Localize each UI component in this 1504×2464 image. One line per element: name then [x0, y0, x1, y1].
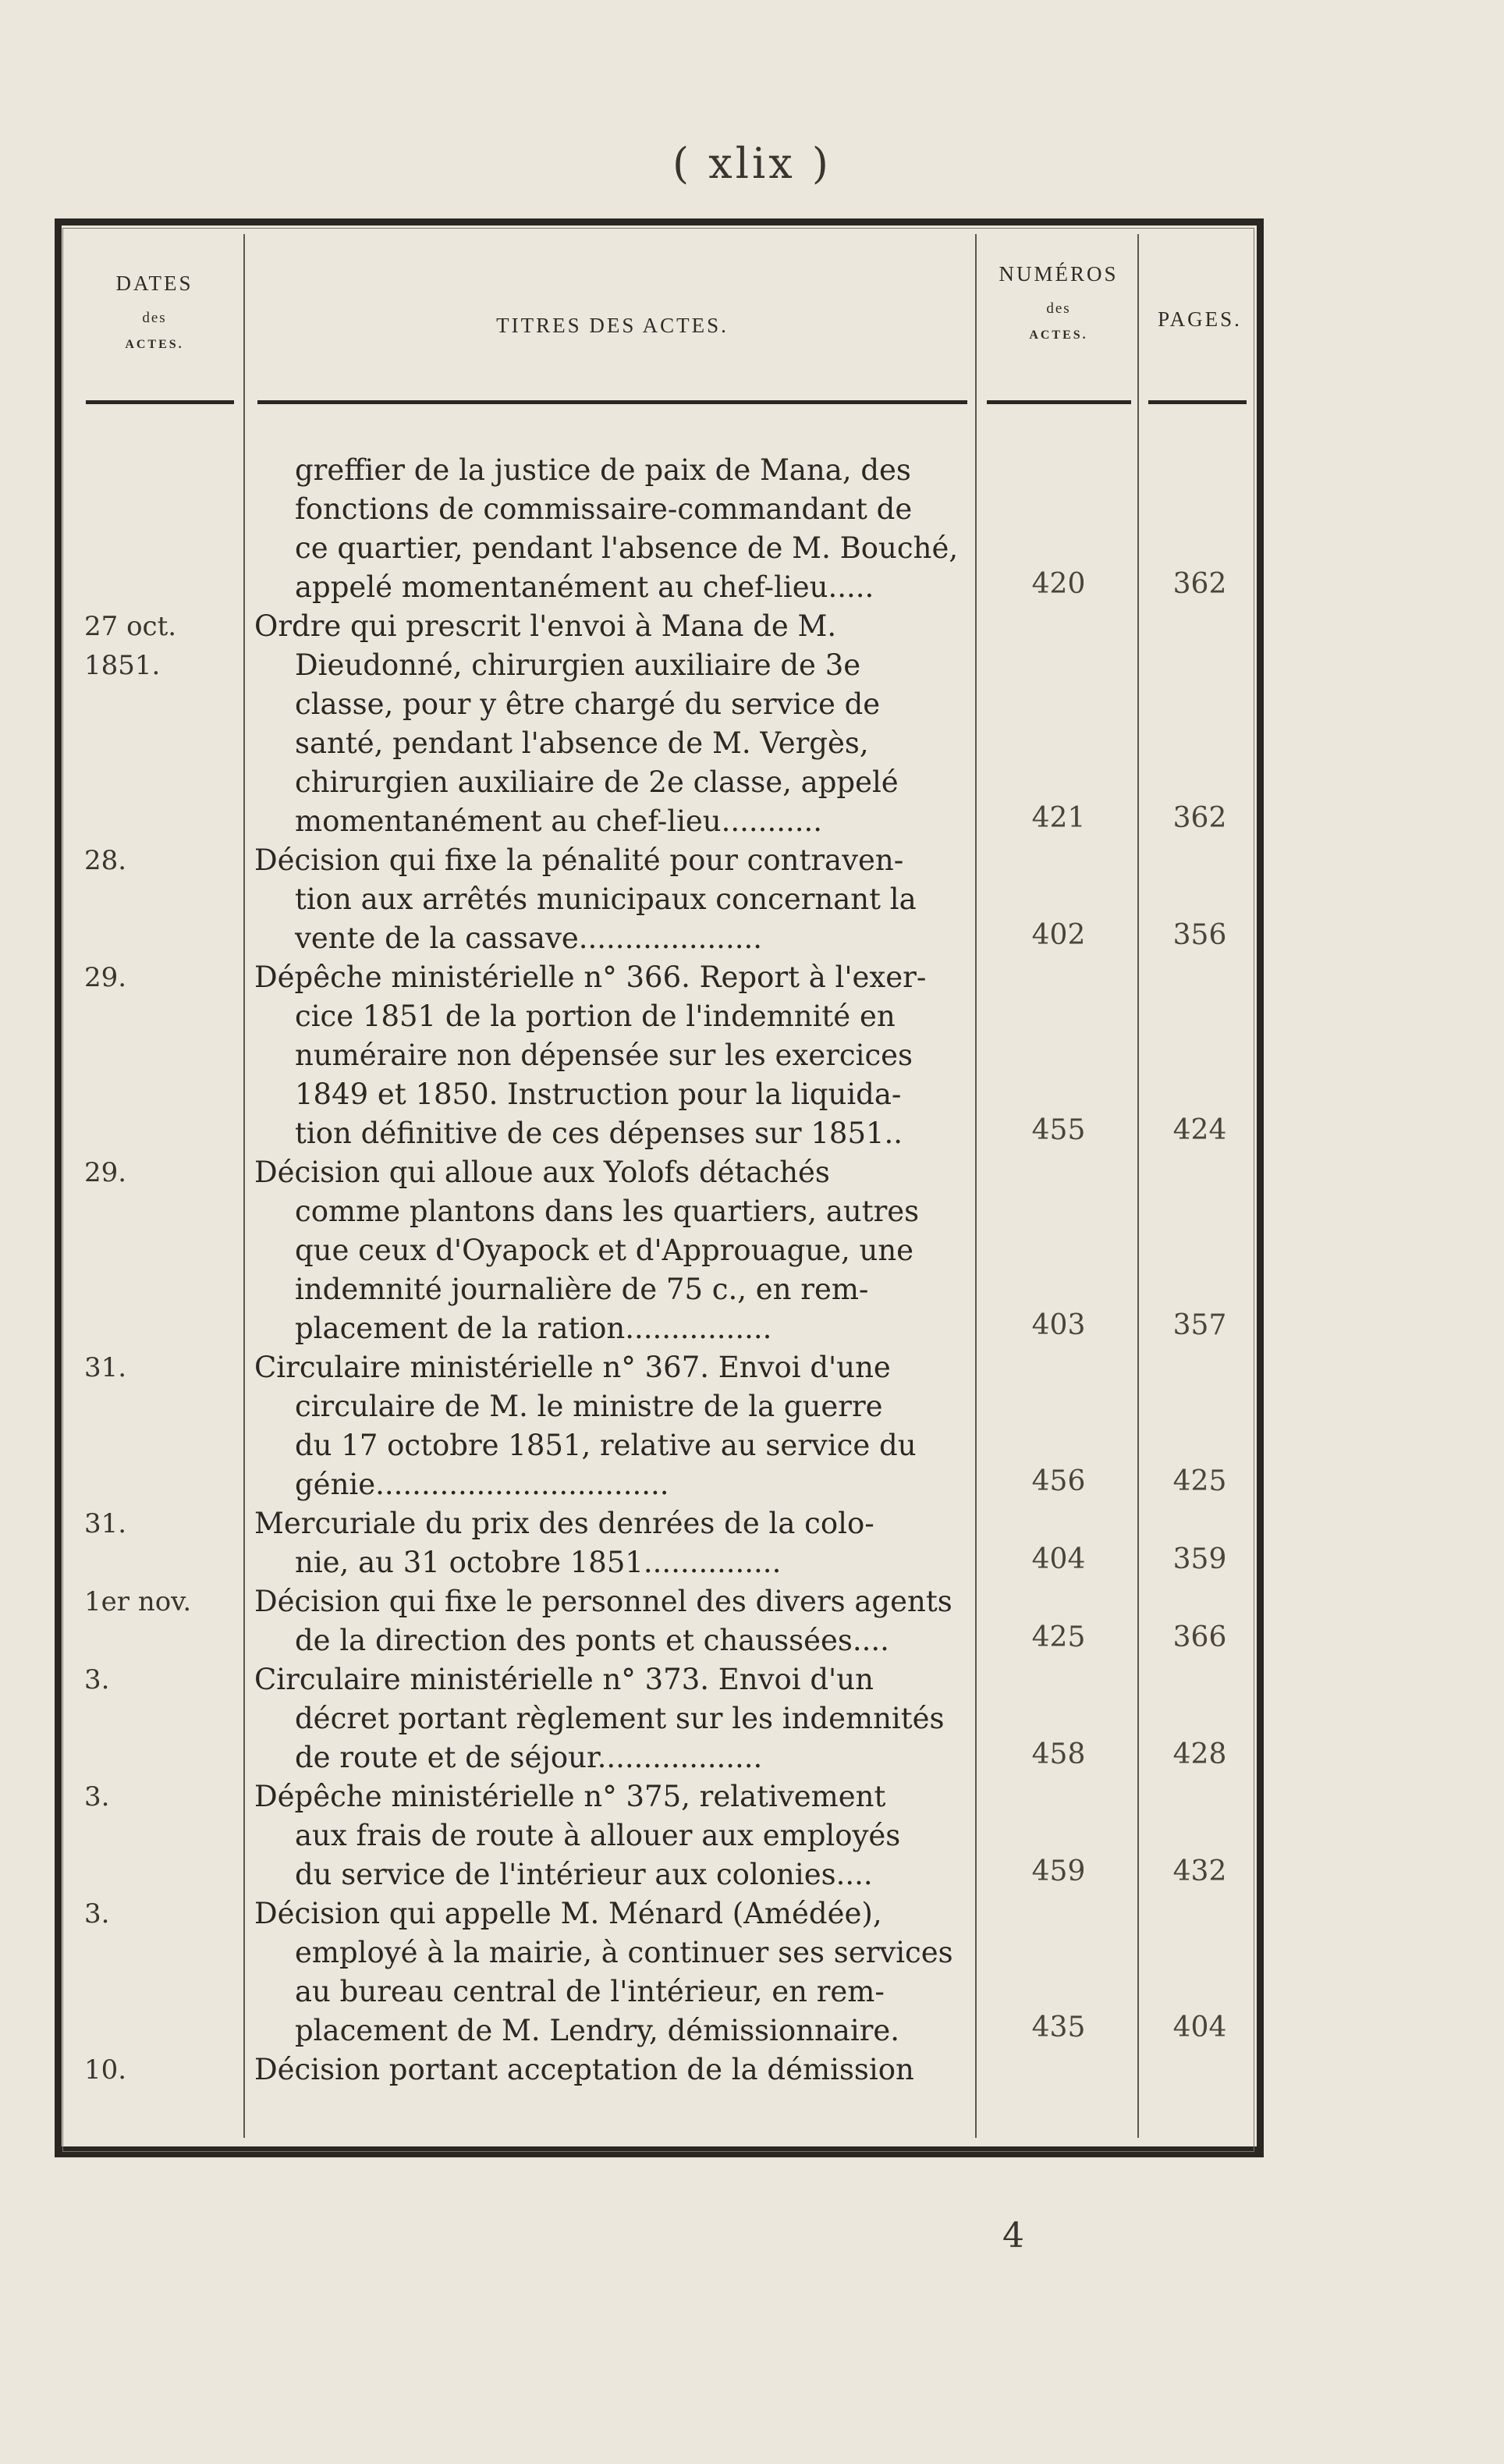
entry-title: [254, 1504, 972, 1582]
entry-title-line: du 17 octobre 1851, relative au service du: [295, 1429, 917, 1462]
entry-title: [254, 1894, 972, 2050]
entry-title-line: greffier de la justice de paix de Mana, des: [295, 453, 911, 487]
entry-title: [254, 841, 972, 958]
entry-title-line: appelé momentanément au chef-lieu.....: [295, 570, 874, 604]
entry-page: 362: [1172, 802, 1227, 834]
column-divider: [1137, 234, 1139, 2138]
entry-title-line: chirurgien auxiliaire de 2e classe, appelé: [295, 765, 899, 799]
header-numbers: NUMÉROS des ACTES.: [999, 262, 1119, 342]
entry-title-line: aux frais de route à allouer aux employés: [295, 1819, 901, 1852]
entry-date: 31.: [84, 1508, 127, 1539]
entry-title-line: Décision qui fixe la pénalité pour contraven-: [254, 843, 904, 877]
entry-title-line: Décision portant acceptation de la démission: [254, 2053, 914, 2086]
entry-title-line: Décision qui alloue aux Yolofs détachés: [254, 1156, 830, 1189]
entry-title-line: du service de l'intérieur aux colonies....: [295, 1858, 873, 1891]
entry-page: 359: [1172, 1543, 1227, 1575]
entry-page: 428: [1172, 1738, 1227, 1770]
entry-title-line: que ceux d'Oyapock et d'Approuague, une: [295, 1234, 914, 1267]
entry-title: [254, 1153, 972, 1348]
entry-title-line: décret portant règlement sur les indemnités: [295, 1702, 945, 1735]
entry-title: [254, 958, 972, 1153]
entry-number: 404: [1031, 1543, 1086, 1575]
entry-title-line: placement de M. Lendry, démissionnaire.: [295, 2014, 900, 2047]
entry-title-line: tion définitive de ces dépenses sur 1851..: [295, 1117, 903, 1150]
entry-title: [254, 2050, 972, 2089]
entry-title-line: momentanément au chef-lieu...........: [295, 804, 823, 838]
entry-title-line: Décision qui fixe le personnel des divers agents: [254, 1585, 952, 1618]
page-signature: 4: [1002, 2216, 1024, 2256]
entry-number: 403: [1031, 1309, 1086, 1341]
entry-number: 421: [1031, 802, 1086, 834]
header-titles: TITRES DES ACTES.: [496, 314, 729, 337]
entry-page: 362: [1172, 568, 1227, 600]
entry-date: 3.: [84, 1664, 110, 1695]
entry-page: 357: [1172, 1309, 1227, 1341]
entry-number: 435: [1031, 2011, 1086, 2043]
entry-title-line: indemnité journalière de 75 c., en rem-: [295, 1273, 869, 1306]
entry-date: 3.: [84, 1781, 110, 1812]
entry-title-line: fonctions de commissaire-commandant de: [295, 492, 913, 526]
entry-title-line: Dépêche ministérielle n° 375, relativement: [254, 1780, 886, 1813]
entry-title: [254, 451, 972, 607]
entry-title-line: cice 1851 de la portion de l'indemnité en: [295, 999, 896, 1033]
entry-title-line: tion aux arrêtés municipaux concernant la: [295, 882, 917, 916]
entry-title-line: Dieudonné, chirurgien auxiliaire de 3e: [295, 648, 861, 682]
entry-page: 404: [1172, 2011, 1227, 2043]
header-dates: DATES des ACTES.: [115, 272, 193, 351]
entry-page: 356: [1172, 919, 1227, 951]
entry-title-line: Circulaire ministérielle n° 367. Envoi d'une: [254, 1351, 891, 1384]
entry-date: 31.: [84, 1352, 127, 1383]
entry-title-line: numéraire non dépensée sur les exercices: [295, 1039, 913, 1072]
entry-title: [254, 1582, 972, 1660]
entry-title-line: placement de la ration................: [295, 1312, 772, 1345]
entry-page: 366: [1172, 1621, 1227, 1653]
entry-title-line: vente de la cassave....................: [295, 921, 762, 955]
entry-title-line: Mercuriale du prix des denrées de la colo-: [254, 1507, 874, 1540]
entry-title-line: de route et de séjour..................: [295, 1741, 763, 1774]
entry-page: 432: [1172, 1855, 1227, 1887]
entry-title-line: Circulaire ministérielle n° 373. Envoi d'un: [254, 1663, 874, 1696]
entry-title-line: nie, au 31 octobre 1851...............: [295, 1546, 782, 1579]
entry-page: 424: [1172, 1114, 1227, 1146]
entry-title-line: Ordre qui prescrit l'envoi à Mana de M.: [254, 609, 837, 643]
entry-title: [254, 1777, 972, 1894]
page-header: ( xlix ): [672, 139, 832, 188]
entry-title-line: circulaire de M. le ministre de la guerre: [295, 1390, 883, 1423]
column-divider: [975, 234, 977, 2138]
entry-title-line: au bureau central de l'intérieur, en rem-: [295, 1975, 885, 2008]
header-pages: PAGES.: [1158, 307, 1242, 331]
entry-date: 29.: [84, 1157, 127, 1188]
entry-title-line: comme plantons dans les quartiers, autres: [295, 1195, 920, 1228]
entry-date: 1er nov.: [84, 1586, 192, 1617]
entry-date: 3.: [84, 1898, 110, 1930]
entry-date: 28.: [84, 845, 127, 876]
entry-number: 455: [1031, 1114, 1086, 1146]
entry-date: 27 oct. 1851.: [84, 611, 177, 681]
entry-number: 425: [1031, 1621, 1086, 1653]
entry-number: 456: [1031, 1465, 1086, 1497]
entry-page: 425: [1172, 1465, 1227, 1497]
entry-title: [254, 607, 972, 841]
entry-title-line: génie................................: [295, 1468, 669, 1501]
entry-number: 402: [1031, 919, 1086, 951]
entry-number: 458: [1031, 1738, 1086, 1770]
entry-title: [254, 1348, 972, 1504]
entry-number: 459: [1031, 1855, 1086, 1887]
column-divider: [243, 234, 245, 2138]
entry-title-line: classe, pour y être chargé du service de: [295, 687, 881, 721]
entry-number: 420: [1031, 568, 1086, 600]
entry-title-line: employé à la mairie, à continuer ses services: [295, 1936, 953, 1969]
entry-title-line: 1849 et 1850. Instruction pour la liquida-: [295, 1078, 902, 1111]
entry-title-line: ce quartier, pendant l'absence de M. Bouché,: [295, 531, 959, 565]
entry-title-line: Dépêche ministérielle n° 366. Report à l'exer-: [254, 960, 927, 994]
entry-date: 10.: [84, 2054, 127, 2086]
entry-title-line: santé, pendant l'absence de M. Vergès,: [295, 726, 869, 760]
entry-title-line: Décision qui appelle M. Ménard (Amédée),: [254, 1897, 882, 1930]
entry-date: 29.: [84, 962, 127, 993]
entry-title-line: de la direction des ponts et chaussées....: [295, 1624, 889, 1657]
entry-title: [254, 1660, 972, 1777]
